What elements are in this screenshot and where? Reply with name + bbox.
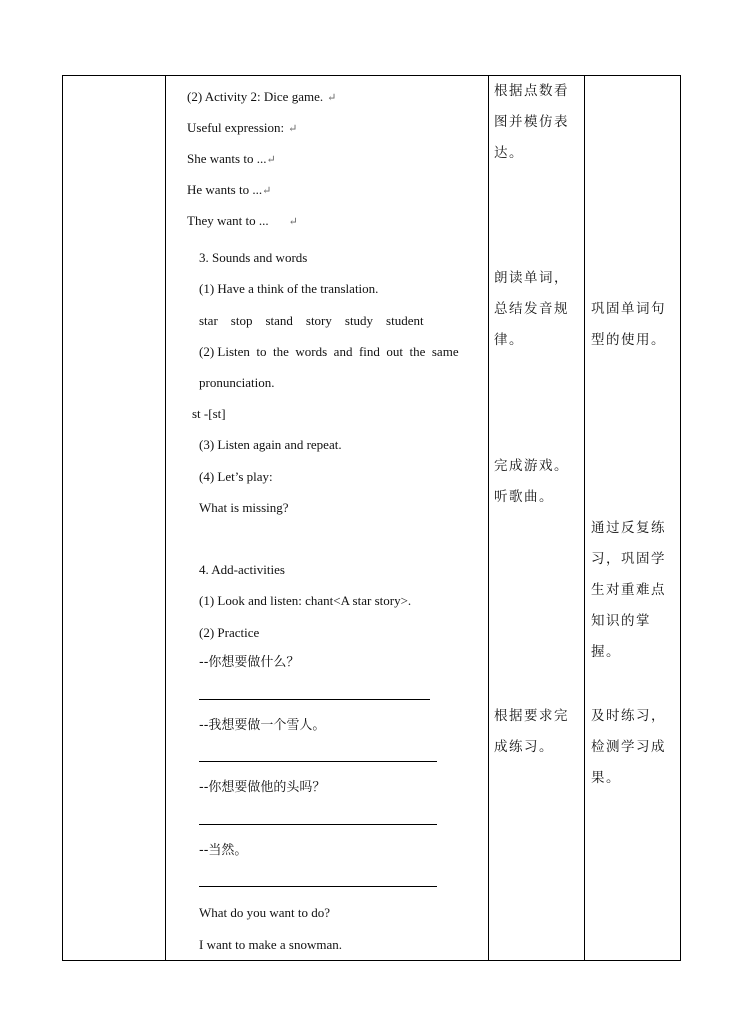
sounds-words-heading: 3. Sounds and words: [199, 250, 308, 265]
answer-blank-1: [199, 687, 430, 704]
expression-they: They want to ... ↵: [187, 213, 298, 228]
sounds-step-1: (1) Have a think of the translation.: [199, 281, 379, 296]
purpose-1: 巩固单词句型的使用。: [591, 301, 666, 348]
answer-blank-2: [199, 749, 437, 766]
student-activity-1: 根据点数看图并模仿表达。: [494, 83, 569, 161]
student-activity-3: 完成游戏。: [494, 458, 569, 474]
expression-he: He wants to ...↵: [187, 182, 272, 197]
return-mark-icon: ↵: [288, 216, 298, 228]
practice-answer-2: --当然。: [199, 843, 248, 858]
return-mark-icon: ↵: [262, 185, 272, 197]
column-divider-2: [488, 76, 489, 960]
example-question: What do you want to do?: [199, 905, 331, 920]
answer-blank-3: [199, 812, 437, 829]
column-divider-1: [165, 76, 166, 960]
return-mark-icon: ↵: [266, 154, 276, 166]
sounds-step-2-cont: pronunciation.: [199, 375, 275, 390]
column-divider-3: [584, 76, 585, 960]
add-step-2: (2) Practice: [199, 625, 260, 640]
expression-she: She wants to ...↵: [187, 151, 276, 166]
blank-line: [199, 812, 437, 825]
answer-blank-4: [199, 874, 437, 891]
word-list: star stop stand story study student: [199, 313, 424, 328]
useful-expression-label: Useful expression: ↵: [187, 120, 298, 135]
practice-question-1: --你想要做什么？: [199, 655, 300, 670]
example-answer: I want to make a snowman.: [199, 937, 342, 952]
student-activity-2: 朗读单词，总结发音规律。: [494, 270, 569, 348]
return-mark-icon: ↵: [327, 92, 337, 104]
blank-line: [199, 874, 437, 887]
purpose-2: 通过反复练习，巩固学生对重难点知识的掌握。: [591, 520, 666, 660]
activity2-title: (2) Activity 2: Dice game. ↵: [187, 89, 337, 104]
sounds-step-2: (2) Listen to the words and find out the same: [199, 344, 459, 359]
practice-question-2: --你想要做他的头吗？: [199, 780, 326, 795]
student-activity-3b: 听歌曲。: [494, 489, 554, 505]
practice-answer-1: --我想要做一个雪人。: [199, 718, 326, 733]
return-mark-icon: ↵: [288, 123, 298, 135]
student-activity-4: 根据要求完成练习。: [494, 708, 569, 755]
purpose-3: 及时练习，检测学习成果。: [591, 708, 666, 786]
sounds-step-4: (4) Let’s play:: [199, 469, 273, 484]
add-step-1: (1) Look and listen: chant<A star story>.: [199, 593, 412, 608]
st-sound: st -[st]: [192, 406, 226, 421]
blank-line: [199, 749, 437, 762]
add-activities-heading: 4. Add-activities: [199, 562, 285, 577]
blank-line: [199, 687, 430, 700]
sounds-step-3: (3) Listen again and repeat.: [199, 437, 342, 452]
whats-missing: What is missing?: [199, 500, 289, 515]
